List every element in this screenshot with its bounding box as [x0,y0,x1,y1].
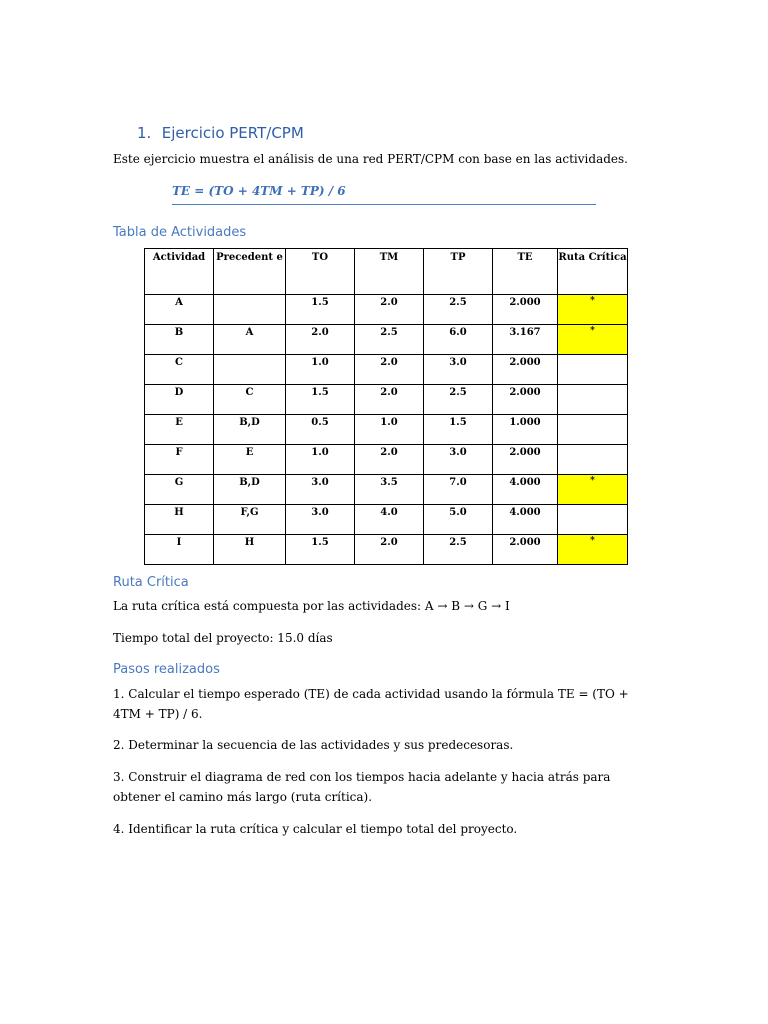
cell-to: 0.5 [286,415,355,445]
step-3: 3. Construir el diagrama de red con los tiempos hacia adelante y hacia atrás para obtener el camino más largo (ruta crítica). [113,770,611,804]
table-row [145,475,628,505]
cell-te: 2.000 [493,295,558,325]
critical-mark: * [590,326,595,336]
cell-ruta-critica [558,415,628,445]
formula-text: TE = (TO + 4TM + TP) / 6 [172,184,346,198]
cell-precedente [214,295,286,325]
cell-to: 2.0 [286,325,355,355]
table-row [145,535,628,565]
critical-mark: * [590,476,595,486]
cell-tp: 3.0 [424,355,493,385]
table-body [145,295,628,565]
table-row [145,295,628,325]
cell-actividad: B [145,325,214,355]
formula-block [172,180,596,205]
cell-precedente: F,G [214,505,286,535]
cell-te: 2.000 [493,355,558,385]
cell-tm: 2.0 [355,445,424,475]
cell-actividad: A [145,295,214,325]
ruta-critica-line: La ruta crítica está compuesta por las actividades: A → B → G → I [113,599,510,613]
header-ruta-critica: Ruta Crítica [558,249,628,295]
cell-te: 2.000 [493,445,558,475]
cell-tm: 1.0 [355,415,424,445]
critical-mark: * [590,536,595,546]
cell-te: 4.000 [493,505,558,535]
intro-paragraph: Este ejercicio muestra el análisis de una red PERT/CPM con base en las actividades. [113,152,628,166]
cell-tp: 2.5 [424,295,493,325]
cell-to: 3.0 [286,505,355,535]
cell-tp: 1.5 [424,415,493,445]
cell-to: 3.0 [286,475,355,505]
cell-to: 1.5 [286,535,355,565]
cell-to: 1.0 [286,445,355,475]
cell-tm: 4.0 [355,505,424,535]
table-row [145,415,628,445]
table-row [145,445,628,475]
cell-actividad: G [145,475,214,505]
cell-ruta-critica [558,355,628,385]
cell-tm: 2.0 [355,535,424,565]
header-precedente: Precedent e [214,249,286,295]
cell-precedente: A [214,325,286,355]
cell-te: 4.000 [493,475,558,505]
cell-ruta-critica [558,295,628,325]
ruta-section-title: Ruta Crítica [113,575,189,590]
cell-actividad: H [145,505,214,535]
activities-table [144,248,628,565]
cell-tm: 2.5 [355,325,424,355]
header-tp: TP [424,249,493,295]
cell-to: 1.5 [286,385,355,415]
pasos-section-title: Pasos realizados [113,662,220,677]
table-row [145,505,628,535]
cell-to: 1.5 [286,295,355,325]
cell-to: 1.0 [286,355,355,385]
cell-ruta-critica [558,325,628,355]
step-1: 1. Calcular el tiempo esperado (TE) de cada actividad usando la fórmula TE = (TO + 4TM + TP) / 6. [113,687,629,721]
cell-tm: 2.0 [355,385,424,415]
cell-ruta-critica [558,505,628,535]
cell-tp: 2.5 [424,385,493,415]
cell-precedente: C [214,385,286,415]
table-row [145,325,628,355]
header-actividad: Actividad [145,249,214,295]
cell-precedente: B,D [214,475,286,505]
cell-actividad: C [145,355,214,385]
table-row [145,385,628,415]
cell-ruta-critica [558,535,628,565]
header-te: TE [493,249,558,295]
cell-precedente: B,D [214,415,286,445]
cell-actividad: I [145,535,214,565]
cell-tm: 2.0 [355,355,424,385]
cell-te: 2.000 [493,385,558,415]
heading-title: Ejercicio PERT/CPM [161,124,304,142]
page-title [137,124,304,142]
cell-tm: 2.0 [355,295,424,325]
cell-actividad: E [145,415,214,445]
cell-ruta-critica [558,475,628,505]
cell-tp: 5.0 [424,505,493,535]
table-header-row [145,249,628,295]
cell-te: 3.167 [493,325,558,355]
cell-actividad: D [145,385,214,415]
cell-tp: 3.0 [424,445,493,475]
cell-tp: 2.5 [424,535,493,565]
critical-mark: * [590,296,595,306]
cell-ruta-critica [558,385,628,415]
heading-number: 1. [137,124,152,142]
table-section-title: Tabla de Actividades [113,225,247,240]
cell-tp: 6.0 [424,325,493,355]
tiempo-total: Tiempo total del proyecto: 15.0 días [113,631,333,645]
cell-precedente: H [214,535,286,565]
step-2: 2. Determinar la secuencia de las actividades y sus predecesoras. [113,738,514,752]
cell-tp: 7.0 [424,475,493,505]
cell-precedente [214,355,286,385]
cell-actividad: F [145,445,214,475]
table-row [145,355,628,385]
cell-te: 2.000 [493,535,558,565]
header-to: TO [286,249,355,295]
cell-tm: 3.5 [355,475,424,505]
cell-te: 1.000 [493,415,558,445]
cell-precedente: E [214,445,286,475]
cell-ruta-critica [558,445,628,475]
step-4: 4. Identificar la ruta crítica y calcular el tiempo total del proyecto. [113,822,518,836]
header-tm: TM [355,249,424,295]
